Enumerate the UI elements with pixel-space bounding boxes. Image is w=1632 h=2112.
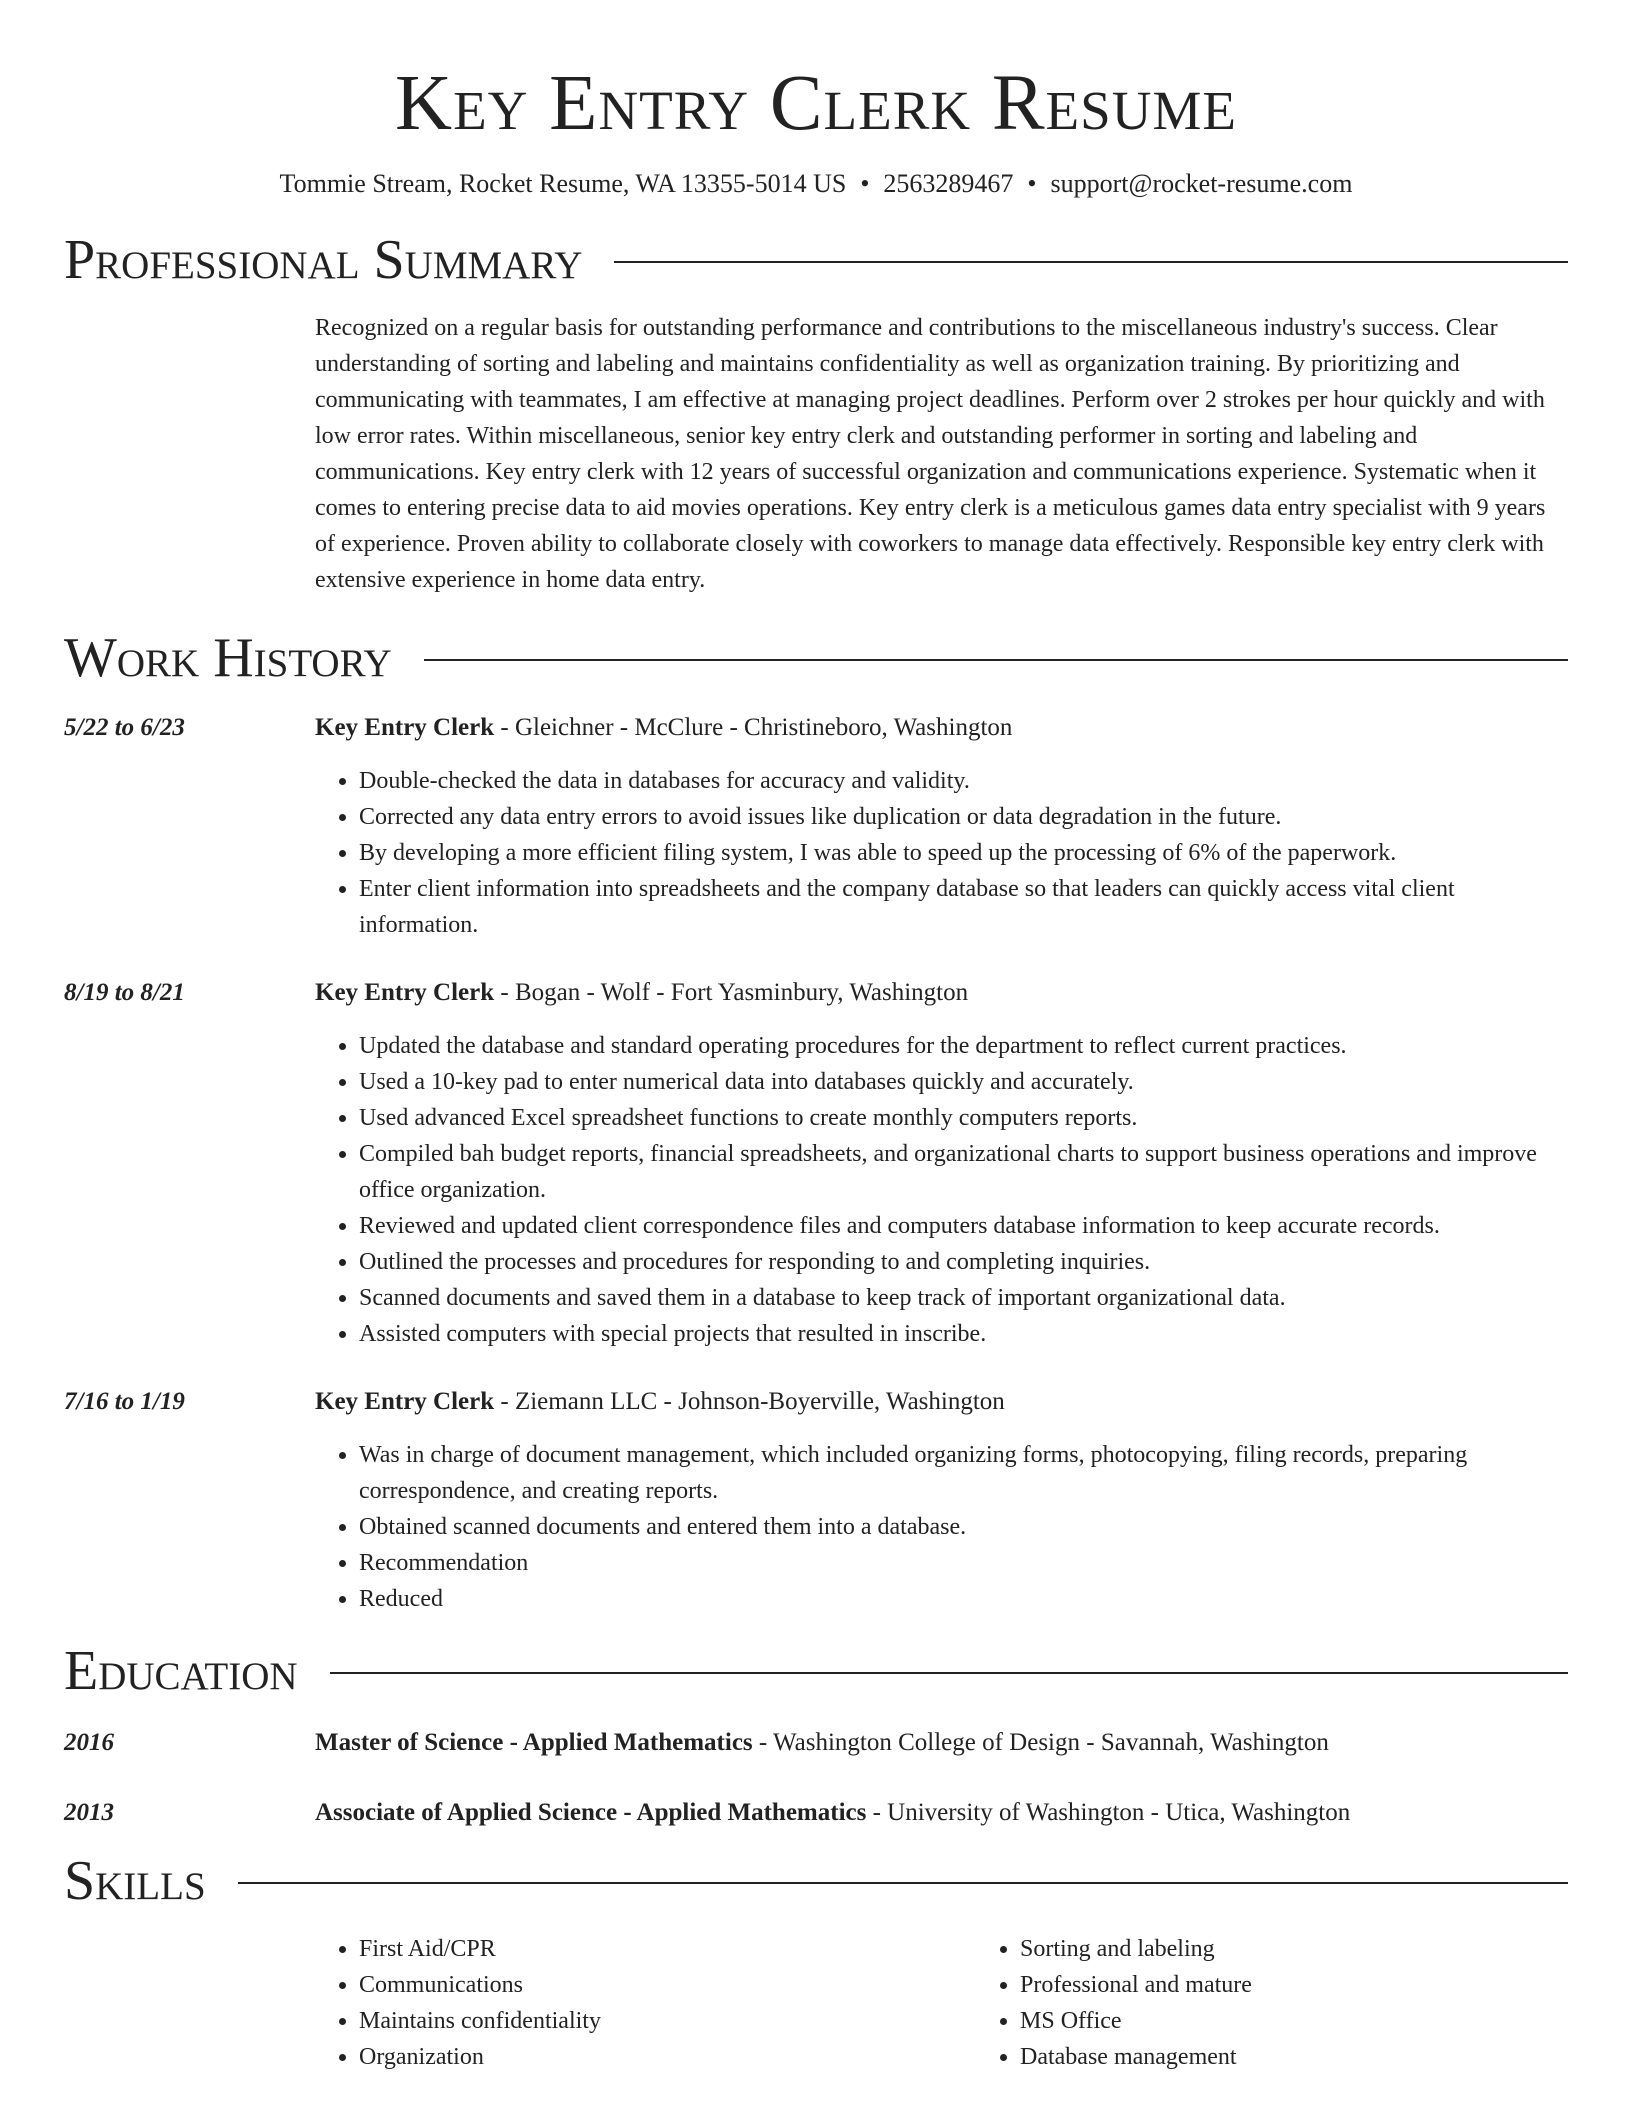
skill-item: • First Aid/CPR	[359, 1931, 976, 1967]
education-heading: Education	[64, 1640, 298, 1702]
job-role: Key Entry Clerk	[315, 1388, 495, 1415]
skill-item: • Database management	[1020, 2039, 1632, 2075]
job-bullet: • Was in charge of document management, which included organizing forms, photocopying, filing records, preparing correspondence, and creating reports.	[359, 1437, 1568, 1509]
section-divider	[330, 1672, 1568, 1674]
job-bullet-list	[315, 763, 1568, 943]
skills-heading: Skills	[64, 1850, 206, 1912]
job-entry	[64, 1384, 1568, 1617]
section-divider	[614, 261, 1568, 263]
job-title-line	[315, 975, 1568, 1011]
summary-text: Recognized on a regular basis for outstanding performance and contributions to the miscellaneous industry's success. Clear understanding of sorting and labeling and maintains confidentiality as well as organization training. By prioritizing and communicating with teammates, I am effective at managing project deadlines. Perform over 2 strokes per hour quickly and with low error rates. Within miscellaneous, senior key entry clerk and outstanding performer in sorting and labeling and communications. Key entry clerk with 12 years of successful organization and communications experience. Systematic when it comes to entering precise data to aid movies operations. Key entry clerk is a meticulous games data entry specialist with 9 years of experience. Proven ability to collaborate closely with coworkers to manage data effectively. Responsible key entry clerk with extensive experience in home data entry.	[315, 315, 1546, 593]
job-details: - Gleichner - McClure - Christineboro, Washington	[494, 714, 1013, 741]
education-year: 2016	[64, 1729, 114, 1756]
skill-item: • Organization	[359, 2039, 976, 2075]
contact-address: Tommie Stream, Rocket Resume, WA 13355-5014 US	[279, 169, 847, 198]
job-body	[315, 710, 1568, 943]
job-title-line	[315, 1384, 1568, 1420]
job-bullet: • Reduced	[359, 1581, 1568, 1617]
education-line	[315, 1725, 1568, 1761]
job-bullet-list	[315, 1028, 1568, 1352]
skill-item: • Professional and mature	[1020, 1967, 1632, 2003]
summary-body	[315, 310, 1568, 598]
skills-section-heading	[64, 1849, 1568, 1913]
job-dates: 8/19 to 8/21	[64, 979, 185, 1006]
job-bullet: • Assisted computers with special projects that resulted in inscribe.	[359, 1316, 1568, 1352]
job-details: - Ziemann LLC - Johnson-Boyerville, Washington	[494, 1388, 1005, 1415]
resume-page	[64, 0, 1568, 2075]
section-divider	[424, 659, 1568, 661]
education-details: - Washington College of Design - Savannah, Washington	[752, 1729, 1329, 1756]
education-section-heading	[64, 1639, 1568, 1703]
job-dates: 7/16 to 1/19	[64, 1388, 185, 1415]
education-entry	[64, 1795, 1568, 1831]
job-body	[315, 1384, 1568, 1617]
section-divider	[238, 1882, 1568, 1884]
job-bullet: • Double-checked the data in databases for accuracy and validity.	[359, 763, 1568, 799]
contact-email: support@rocket-resume.com	[1050, 169, 1353, 198]
skill-item: • Sorting and labeling	[1020, 1931, 1632, 1967]
job-bullet-list	[315, 1437, 1568, 1617]
resume-title: Key Entry Clerk Resume	[395, 60, 1237, 147]
job-role: Key Entry Clerk	[315, 714, 495, 741]
job-title-line	[315, 710, 1568, 746]
skills-row	[64, 1931, 1568, 2075]
skill-item: • Communications	[359, 1967, 976, 2003]
job-bullet: • Updated the database and standard operating procedures for the department to reflect current practices.	[359, 1028, 1568, 1064]
skills-spacer	[64, 1931, 315, 2075]
skills-list-right	[976, 1931, 1632, 2075]
skill-item: • Maintains confidentiality	[359, 2003, 976, 2039]
education-entry	[64, 1725, 1568, 1761]
education-details: - University of Washington - Utica, Washington	[866, 1799, 1351, 1826]
contact-line	[64, 167, 1568, 201]
job-bullet: • By developing a more efficient filing system, I was able to speed up the processing of 6% of the paperwork.	[359, 835, 1568, 871]
education-line	[315, 1795, 1568, 1831]
education-degree: Master of Science - Applied Mathematics	[315, 1729, 753, 1756]
job-bullet: • Outlined the processes and procedures for responding to and completing inquiries.	[359, 1244, 1568, 1280]
job-bullet: • Scanned documents and saved them in a database to keep track of important organizational data.	[359, 1280, 1568, 1316]
education-body	[315, 1725, 1568, 1761]
summary-row	[64, 310, 1568, 598]
work-heading: Work History	[64, 627, 392, 689]
education-degree: Associate of Applied Science - Applied Mathematics	[315, 1799, 867, 1826]
summary-spacer	[64, 310, 315, 598]
summary-heading: Professional Summary	[64, 229, 583, 291]
contact-phone: 2563289467	[883, 169, 1014, 198]
skills-list-left	[315, 1931, 976, 2075]
contact-separator: •	[1027, 169, 1037, 198]
job-bullet: • Enter client information into spreadsheets and the company database so that leaders can quickly access vital client information.	[359, 871, 1568, 943]
job-entry	[64, 975, 1568, 1352]
job-role: Key Entry Clerk	[315, 979, 495, 1006]
job-bullet: • Recommendation	[359, 1545, 1568, 1581]
job-bullet: • Compiled bah budget reports, financial spreadsheets, and organizational charts to support business operations and improve office organization.	[359, 1136, 1568, 1208]
job-bullet: • Corrected any data entry errors to avoid issues like duplication or data degradation in the future.	[359, 799, 1568, 835]
job-bullet: • Used advanced Excel spreadsheet functions to create monthly computers reports.	[359, 1100, 1568, 1136]
job-bullet: • Reviewed and updated client correspondence files and computers database information to keep accurate records.	[359, 1208, 1568, 1244]
job-details: - Bogan - Wolf - Fort Yasminbury, Washington	[494, 979, 969, 1006]
contact-separator: •	[860, 169, 870, 198]
education-year: 2013	[64, 1799, 114, 1826]
job-bullet: • Obtained scanned documents and entered them into a database.	[359, 1509, 1568, 1545]
skill-item: • MS Office	[1020, 2003, 1632, 2039]
work-section-heading	[64, 626, 1568, 690]
skills-grid	[315, 1931, 1632, 2075]
job-dates: 5/22 to 6/23	[64, 714, 185, 741]
job-bullet: • Used a 10-key pad to enter numerical data into databases quickly and accurately.	[359, 1064, 1568, 1100]
job-body	[315, 975, 1568, 1352]
summary-section-heading	[64, 228, 1568, 292]
job-entry	[64, 710, 1568, 943]
education-body	[315, 1795, 1568, 1831]
